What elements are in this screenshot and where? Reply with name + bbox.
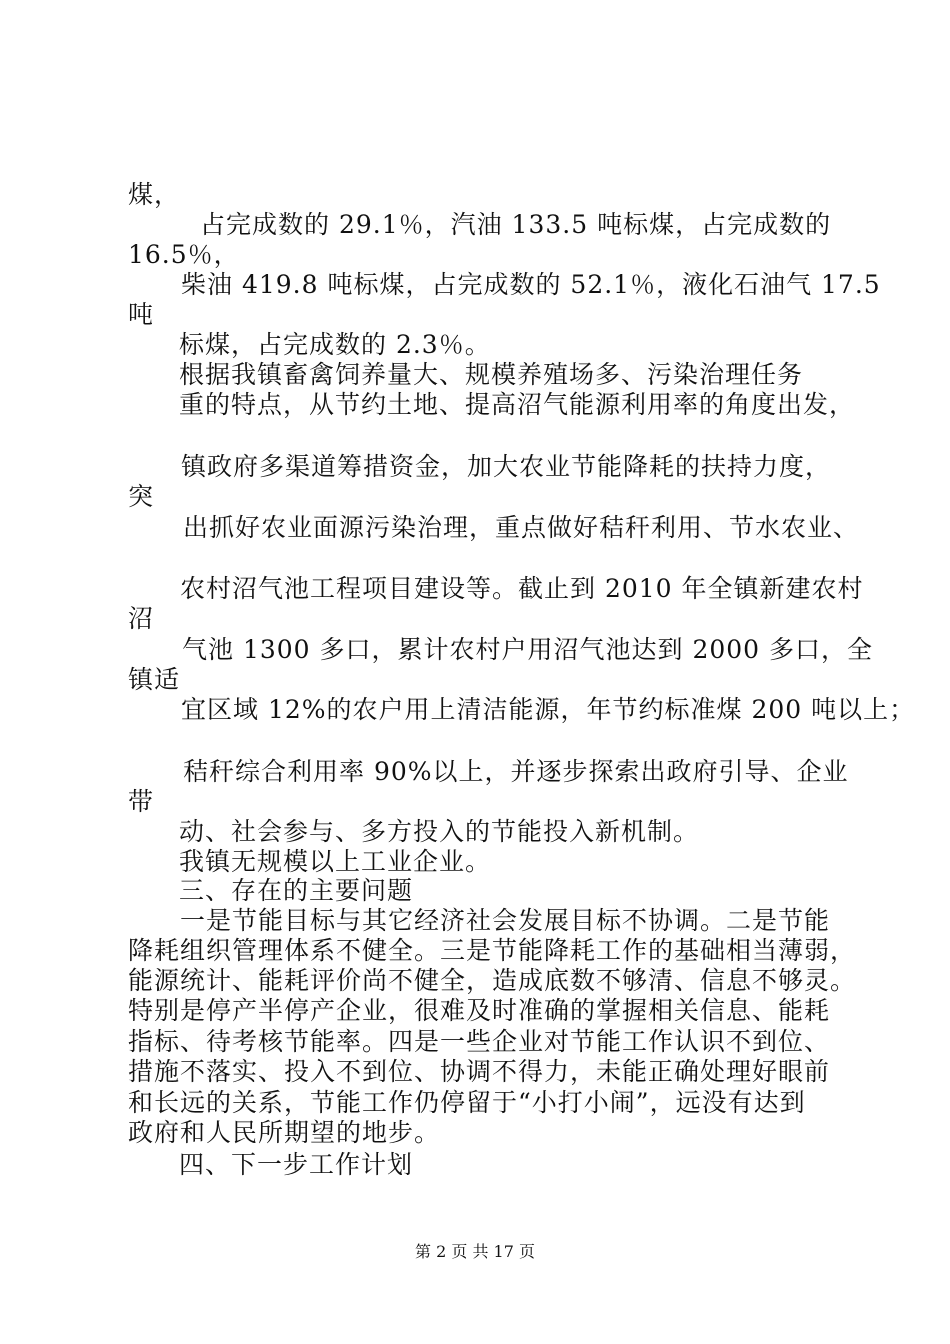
- section-heading: 四、下一步工作计划: [179, 1150, 414, 1179]
- text-line: 带: [128, 787, 155, 816]
- text-line: 气池 1300 多口，累计农村户用沼气池达到 2000 多口，全: [182, 635, 874, 664]
- section-heading: 三、存在的主要问题: [179, 876, 414, 905]
- text-line: 镇政府多渠道筹措资金，加大农业节能降耗的扶持力度，: [181, 452, 832, 481]
- text-line: 16.5％，: [128, 240, 240, 269]
- text-line: 镇适: [128, 665, 181, 694]
- text-line: 占完成数的 29.1％，汽油 133.5 吨标煤，占完成数的: [200, 210, 832, 239]
- text-line: 突: [128, 482, 155, 511]
- text-line: 能源统计、能耗评价尚不健全，造成底数不够清、信息不够灵。: [128, 966, 857, 995]
- text-line: 吨: [128, 300, 155, 329]
- text-line: 和长远的关系，节能工作仍停留于“小打小闹”，远没有达到: [128, 1088, 806, 1117]
- text-line: 标煤，占完成数的 2.3％。: [179, 330, 491, 359]
- text-line: 降耗组织管理体系不健全。三是节能降耗工作的基础相当薄弱，: [128, 936, 857, 965]
- text-line: 根据我镇畜禽饲养量大、规模养殖场多、污染治理任务: [179, 360, 804, 389]
- text-line: 秸秆综合利用率 90%以上，并逐步探索出政府引导、企业: [183, 757, 849, 786]
- text-line: 煤，: [128, 180, 181, 209]
- text-line: 动、社会参与、多方投入的节能投入新机制。: [179, 817, 700, 846]
- text-line: 柴油 419.8 吨标煤，占完成数的 52.1％，液化石油气 17.5: [181, 270, 881, 299]
- text-line: 政府和人民所期望的地步。: [128, 1118, 441, 1147]
- page-number-footer: 第 2 页 共 17 页: [415, 1242, 535, 1261]
- text-line: 指标、待考核节能率。四是一些企业对节能工作认识不到位、: [128, 1027, 831, 1056]
- text-line: 宜区域 12%的农户用上清洁能源，年节约标准煤 200 吨以上；: [181, 695, 916, 724]
- text-line: 特别是停产半停产企业，很难及时准确的掌握相关信息、能耗: [128, 996, 831, 1025]
- text-line: 重的特点，从节约土地、提高沼气能源利用率的角度出发，: [179, 390, 856, 419]
- text-line: 措施不落实、投入不到位、协调不得力，未能正确处理好眼前: [128, 1057, 831, 1086]
- text-line: 一是节能目标与其它经济社会发展目标不协调。二是节能: [180, 906, 831, 935]
- text-line: 沼: [128, 604, 155, 633]
- text-line: 出抓好农业面源污染治理，重点做好秸秆利用、节水农业、: [183, 513, 860, 542]
- text-line: 我镇无规模以上工业企业。: [179, 847, 492, 876]
- text-line: 农村沼气池工程项目建设等。截止到 2010 年全镇新建农村: [180, 574, 864, 603]
